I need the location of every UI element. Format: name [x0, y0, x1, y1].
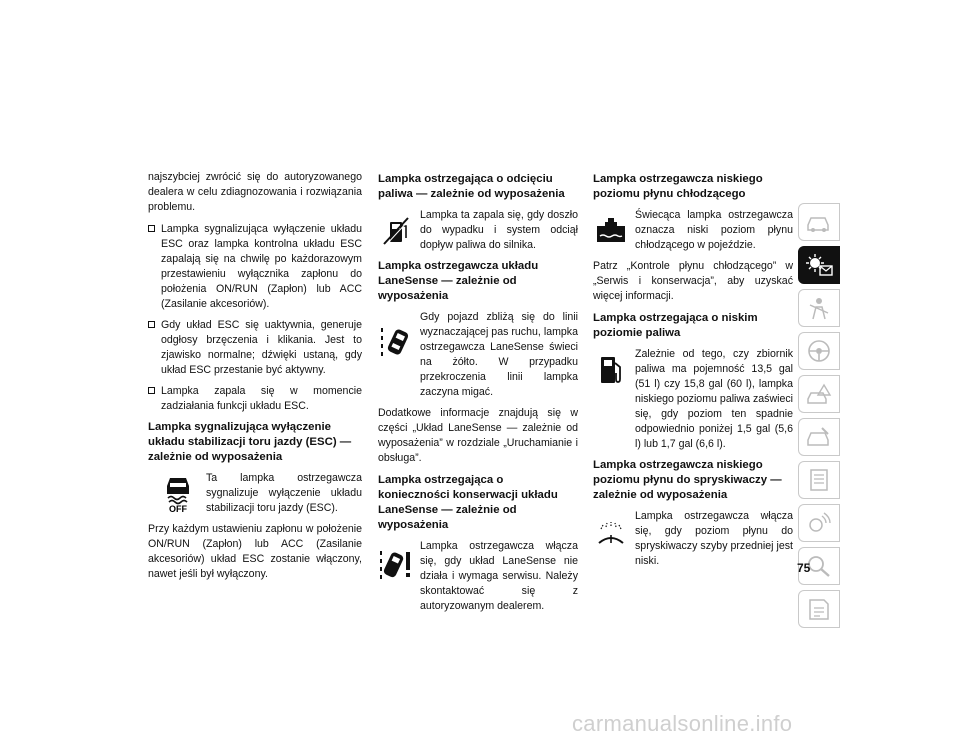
washer-heading: Lampka ostrzegawcza niskiego poziomu płynu do spryskiwaczy — zależnie od wyposażenia — [593, 459, 782, 501]
column-right — [593, 170, 793, 575]
coolant-level-icon — [593, 212, 629, 248]
svg-text:OFF: OFF — [169, 504, 187, 513]
coolant-more-paragraph: Patrz „Kontrole płynu chłodzącego” w „Serwis i konserwacja”, aby uzyskać więcej informacji. — [593, 260, 793, 302]
washer-block — [593, 509, 793, 569]
lanesense-heading: Lampka ostrzegawcza układu LaneSense — zależnie od wyposażenia — [378, 260, 539, 302]
tab-multimedia[interactable] — [798, 504, 840, 542]
esc-off-after-paragraph: Przy każdym ustawieniu zapłonu w położenie ON/RUN (Zapłon) lub ACC (Zasilanie akcesoriów) układ ESC zostanie włączony, nawet jeśli był wyłączony. — [148, 523, 362, 580]
column-left — [148, 170, 362, 589]
tab-emergency[interactable] — [798, 375, 840, 413]
fuel-cut-text: Lampka ta zapala się, gdy doszło do wypadku i system odciął dopływ paliwa do silnika. — [420, 209, 578, 251]
lanesense-service-icon — [378, 547, 414, 583]
watermark: carmanualsonline.info — [572, 711, 793, 736]
lanesense-service-text: Lampka ostrzegawcza włącza się, gdy układ LaneSense nie działa i wymaga serwisu. Należy skontaktować się z autoryzowanym dealerem. — [420, 540, 578, 612]
tab-warning-lights[interactable] — [798, 246, 840, 284]
checkbox-bullet-icon — [148, 387, 155, 394]
washer-text: Lampka ostrzegawcza włącza się, gdy poziom płynu do spryskiwaczy szyby przedniej jest niski. — [635, 510, 793, 567]
lanesense-block — [378, 310, 578, 400]
lanesense-service-heading: Lampka ostrzegająca o konieczności konserwacji układu LaneSense — zależnie od wyposażenia — [378, 474, 558, 531]
tab-driving[interactable] — [798, 332, 840, 370]
lanesense-more-paragraph: Dodatkowe informacje znajdują się w części „Układ LaneSense — zależnie od wyposażenia” w rozdziale „Uruchamianie i obsługa”. — [378, 407, 578, 464]
esc-off-icon — [160, 471, 196, 513]
multimedia-icon — [804, 510, 834, 536]
lanesense-service-block — [378, 539, 578, 614]
coolant-heading: Lampka ostrzegawcza niskiego poziomu płynu chłodzącego — [593, 173, 763, 200]
tab-specifications[interactable] — [798, 461, 840, 499]
tab-safety[interactable] — [798, 289, 840, 327]
safety-icon — [804, 295, 834, 321]
bullet-item: Lampka zapala się w momencie zadziałania funkcji układu ESC. — [148, 384, 362, 414]
fuel-heading: Lampka ostrzegająca o niskim poziomie paliwa — [593, 312, 758, 339]
washer-fluid-icon — [593, 515, 629, 551]
fuel-cut-heading: Lampka ostrzegająca o odcięciu paliwa — zależnie od wyposażenia — [378, 173, 565, 200]
fuel-cut-icon — [378, 212, 414, 248]
tab-car-info[interactable] — [798, 203, 840, 241]
coolant-text: Świecąca lampka ostrzegawcza oznacza niski poziom płynu chłodzącego w pojeździe. — [635, 209, 793, 251]
page-number: 75 — [797, 561, 811, 575]
fuel-text: Zależnie od tego, czy zbiornik paliwa ma pojemność 13,5 gal (51 l) czy 15,8 gal (60 l), lampka niskiego poziomu paliwa zaświeci się, gdy poziom ten spadnie odpowiednio poniżej 1,5 gal (5,6 l) lub 1,7 gal (6,6 l). — [635, 348, 793, 450]
intro-paragraph: najszybciej zwrócić się do autoryzowanego dealera w celu zdiagnozowania i rozwiązania problemu. — [148, 171, 362, 213]
fuel-block — [593, 347, 793, 452]
tab-index[interactable] — [798, 590, 840, 628]
column-middle — [378, 170, 578, 620]
bullet-item: Lampka sygnalizująca wyłączenie układu ESC oraz lampka kontrolna układu ESC zapalają się na chwilę po każdorazowym przestawieniu wyłącznika zapłonu do położenia ON/RUN (Zapłon) lub ACC (Zasilanie akcesoriów). — [148, 222, 362, 312]
fuel-cut-block — [378, 208, 578, 253]
index-icon — [804, 596, 834, 622]
esc-off-text: Ta lampka ostrzegawcza sygnalizuje wyłączenie układu stabilizacji toru jazdy (ESC). — [206, 472, 362, 514]
checkbox-bullet-icon — [148, 225, 155, 232]
car-service-icon — [804, 424, 834, 450]
lanesense-icon — [378, 324, 414, 360]
esc-off-block — [148, 471, 362, 516]
steering-wheel-icon — [804, 338, 834, 364]
checklist-icon — [804, 467, 834, 493]
fuel-pump-icon — [593, 351, 629, 387]
esc-off-heading: Lampka sygnalizująca wyłączenie układu stabilizacji toru jazdy (ESC) — zależnie od wyposażenia — [148, 421, 352, 463]
car-info-icon — [804, 209, 834, 235]
checkbox-bullet-icon — [148, 321, 155, 328]
tab-service[interactable] — [798, 418, 840, 456]
emergency-icon — [804, 381, 834, 407]
warning-lights-icon — [804, 252, 834, 278]
bullet-item: Gdy układ ESC się uaktywnia, generuje odgłosy brzęczenia i klikania. Jest to zjawisko normalne; dźwięki ustaną, gdy układ ESC przestanie być aktywny. — [148, 318, 362, 378]
coolant-block — [593, 208, 793, 253]
lanesense-text: Gdy pojazd zbliżą się do linii wyznaczającej pas ruchu, lampka ostrzegawcza LaneSense świeci na żółto. W przypadku przekroczenia linii lampka zaczyna migać. — [420, 311, 578, 398]
